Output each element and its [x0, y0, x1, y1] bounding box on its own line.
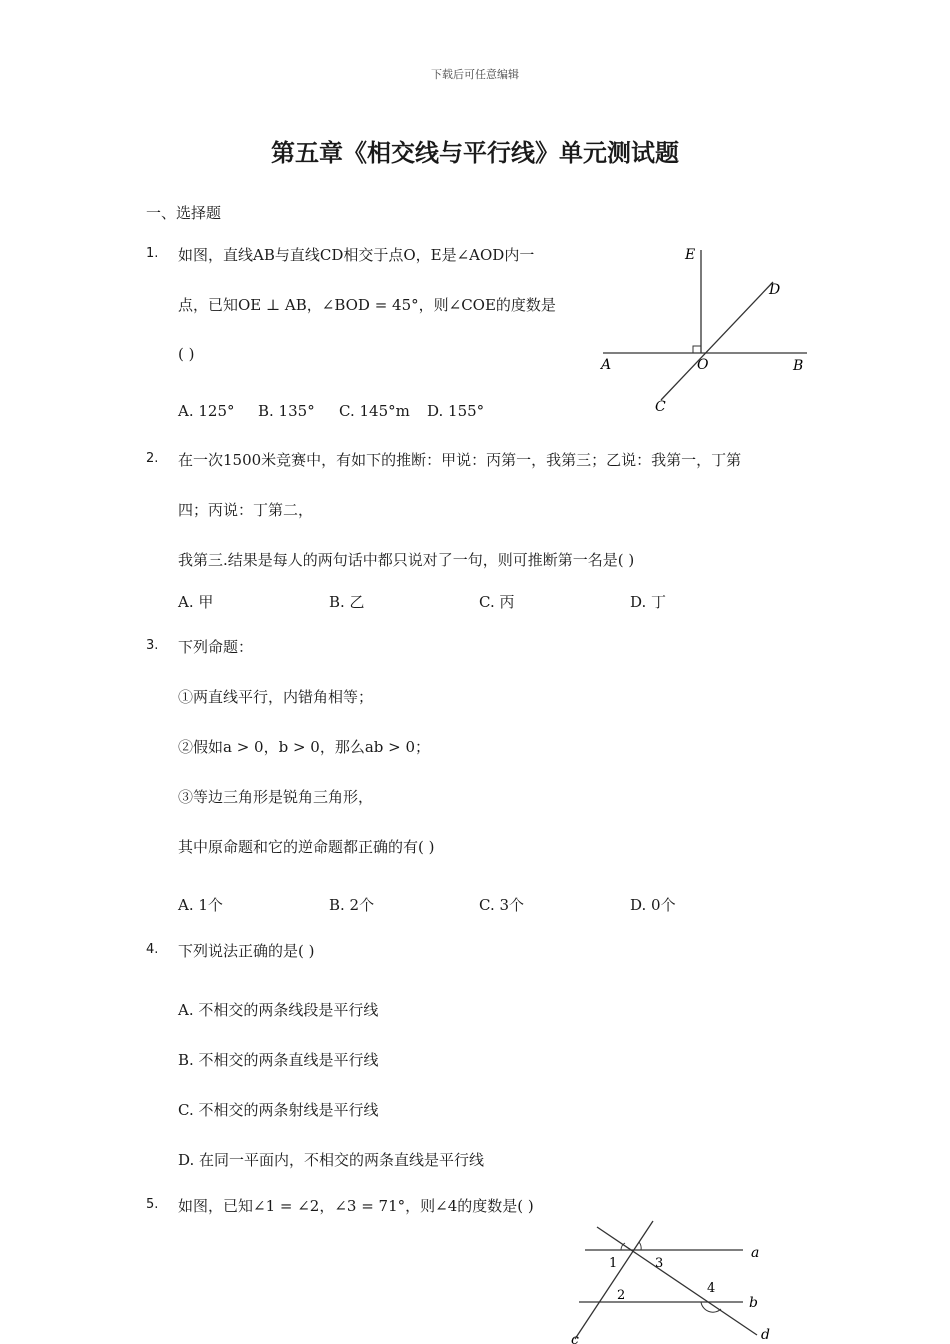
question-4-option-d: D. 在同一平面内，不相交的两条直线是平行线: [178, 1151, 485, 1169]
label-angle-3: 3: [655, 1256, 664, 1271]
question-1-option-d: D. 155°: [427, 402, 485, 420]
question-1-figure: [595, 240, 815, 418]
question-1-option-b: B. 135°: [258, 402, 315, 420]
label-o: O: [697, 357, 709, 373]
label-angle-1: 1: [609, 1256, 618, 1271]
question-2-option-d: D. 丁: [630, 593, 667, 611]
question-3-option-c: C. 3个: [479, 896, 525, 914]
question-4-option-b: B. 不相交的两条直线是平行线: [178, 1051, 379, 1069]
question-5-figure: [565, 1215, 785, 1344]
question-4-option-c: C. 不相交的两条射线是平行线: [178, 1101, 379, 1119]
question-4-number: 4.: [146, 942, 159, 957]
label-b: B: [793, 358, 804, 374]
question-2-line-1: 在一次1500米竞赛中，有如下的推断：甲说：丙第一，我第三；乙说：我第一，丁第: [178, 451, 742, 469]
question-3-line-2: ①两直线平行，内错角相等；: [178, 688, 374, 706]
angle-3-arc: [639, 1242, 641, 1250]
question-2-number: 2.: [146, 451, 159, 466]
question-3-line-3: ②假如a > 0，b > 0，那么ab > 0；: [178, 738, 431, 756]
question-4-line-1: 下列说法正确的是( ): [178, 942, 315, 960]
label-a: A: [601, 357, 612, 373]
question-3-option-a: A. 1个: [178, 896, 223, 914]
question-1-option-c: C. 145°m: [339, 402, 410, 420]
question-2-option-b: B. 乙: [329, 593, 365, 611]
label-line-d: d: [761, 1327, 770, 1343]
label-angle-4: 4: [707, 1281, 716, 1296]
label-c: C: [655, 399, 666, 415]
question-2-option-c: C. 丙: [479, 593, 515, 611]
question-3-line-5: 其中原命题和它的逆命题都正确的有( ): [178, 838, 435, 856]
question-3-number: 3.: [146, 638, 159, 653]
label-d: D: [769, 282, 781, 298]
question-1-number: 1.: [146, 246, 159, 261]
question-1-option-a: A. 125°: [178, 402, 235, 420]
label-line-a: a: [751, 1245, 760, 1261]
label-line-c: c: [571, 1332, 579, 1344]
line-cd: [661, 282, 773, 400]
label-e: E: [685, 247, 696, 263]
question-5-number: 5.: [146, 1197, 159, 1212]
question-2-line-2: 四；丙说：丁第二，: [178, 501, 314, 519]
section-heading: 一、选择题: [146, 204, 222, 222]
question-5-line-1: 如图，已知∠1 = ∠2，∠3 = 71°，则∠4的度数是( ): [178, 1197, 534, 1215]
question-4-option-a: A. 不相交的两条线段是平行线: [178, 1001, 379, 1019]
question-2-line-3: 我第三.结果是每人的两句话中都只说对了一句，则可推断第一名是( ): [178, 551, 635, 569]
question-3-option-b: B. 2个: [329, 896, 375, 914]
question-1-line-3: ( ): [178, 345, 195, 363]
page-header: 下载后可任意编辑: [431, 68, 519, 81]
question-3-line-1: 下列命题：: [178, 638, 254, 656]
right-angle-mark: [693, 346, 701, 353]
page-title: 第五章《相交线与平行线》单元测试题: [271, 139, 679, 167]
question-1-line-1: 如图，直线AB与直线CD相交于点O，E是∠AOD内一: [178, 246, 535, 264]
question-2-option-a: A. 甲: [178, 593, 214, 611]
question-3-option-d: D. 0个: [630, 896, 676, 914]
label-angle-2: 2: [617, 1288, 626, 1303]
question-3-line-4: ③等边三角形是锐角三角形，: [178, 788, 374, 806]
label-line-b: b: [749, 1295, 758, 1311]
question-1-line-2: 点，已知OE ⊥ AB，∠BOD = 45°，则∠COE的度数是: [178, 296, 556, 314]
line-d: [597, 1227, 760, 1335]
